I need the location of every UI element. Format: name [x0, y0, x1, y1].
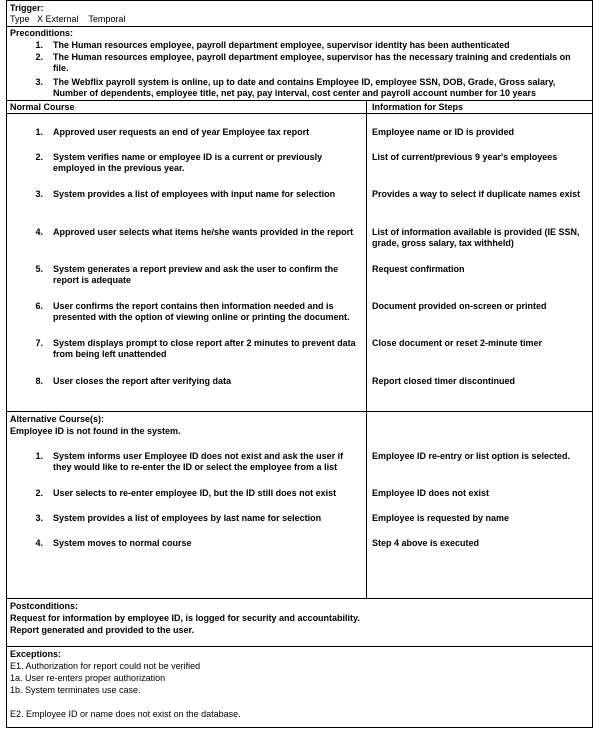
divider [7, 100, 592, 101]
preconditions-label: Preconditions: [10, 28, 74, 38]
step-info: Report closed timer discontinued [372, 376, 516, 386]
use-case-document [6, 0, 593, 728]
precondition-number: 3. [35, 77, 43, 87]
step-info: Employee name or ID is provided [372, 127, 515, 137]
exception-line: E1. Authorization for report could not be verified [10, 661, 201, 671]
postcondition-line: Report generated and provided to the user. [10, 625, 195, 635]
precondition-number: 2. [35, 52, 43, 62]
alt-step-text: System provides a list of employees by last name for selection [53, 513, 322, 523]
step-info: Close document or reset 2-minute timer [372, 338, 543, 348]
precondition-number: 1. [35, 40, 43, 50]
divider [7, 26, 592, 27]
step-info: List of current/previous 9 year's employees [372, 152, 558, 162]
alternative-course-condition: Employee ID is not found in the system. [10, 426, 181, 436]
alt-step-number: 4. [35, 538, 43, 548]
step-info: List of information available is provided (IE SSN, grade, gross salary, tax withheld) [372, 227, 580, 248]
exception-line: 1b. System terminates use case. [10, 685, 141, 695]
step-number: 8. [35, 376, 43, 386]
step-text: User confirms the report contains then information needed and is presented with the option of viewing online or printing the document. [53, 301, 350, 322]
alt-step-info: Employee is requested by name [372, 513, 510, 523]
alt-step-number: 1. [35, 451, 43, 461]
alt-step-text: System informs user Employee ID does not exist and ask the user if they would like to re-enter the ID or select the employee from a list [53, 451, 344, 472]
alt-step-info: Employee ID re-entry or list option is selected. [372, 451, 571, 461]
step-number: 6. [35, 301, 43, 311]
alternative-course-label: Alternative Course(s): [10, 414, 105, 424]
step-text: Approved user selects what items he/she wants provided in the report [53, 227, 354, 237]
precondition-text: The Webflix payroll system is online, up to date and contains Employee ID, employee SSN, DOB, Grade, Gross salary, Number of dependents, employee title, net pay, pay interval, cost center and payroll account number for 10 years [53, 77, 556, 98]
step-number: 2. [35, 152, 43, 162]
exception-line: E2. Employee ID or name does not exist on the database. [10, 709, 241, 719]
step-text: System verifies name or employee ID is a current or previously employed in the previous year. [53, 152, 323, 173]
divider [7, 113, 592, 114]
step-info: Document provided on-screen or printed [372, 301, 547, 311]
divider [7, 646, 592, 647]
precondition-text: The Human resources employee, payroll department employee, supervisor identity has been authenticated [53, 40, 510, 50]
alt-step-number: 3. [35, 513, 43, 523]
trigger-label: Trigger: [10, 3, 44, 13]
step-text: System generates a report preview and ask the user to confirm the report is adequate [53, 264, 339, 285]
step-text: System displays prompt to close report after 2 minutes to prevent data from being left unattended [53, 338, 356, 359]
exception-line: 1a. User re-enters proper authorization [10, 673, 166, 683]
divider [7, 598, 592, 599]
information-header: Information for Steps [372, 102, 464, 112]
step-text: Approved user requests an end of year Employee tax report [53, 127, 310, 137]
step-info: Provides a way to select if duplicate names exist [372, 189, 581, 199]
step-number: 4. [35, 227, 43, 237]
postcondition-line: Request for information by employee ID, is logged for security and accountability. [10, 613, 360, 623]
precondition-text: The Human resources employee, payroll department employee, supervisor has the necessary training and credentials on file. [53, 52, 571, 73]
step-number: 3. [35, 189, 43, 199]
step-text: User closes the report after verifying data [53, 376, 232, 386]
exceptions-label: Exceptions: [10, 649, 62, 659]
step-number: 5. [35, 264, 43, 274]
divider [7, 411, 592, 412]
column-divider [366, 100, 367, 598]
trigger-type-line: Type X External Temporal [10, 14, 126, 24]
normal-course-header: Normal Course [10, 102, 75, 112]
alt-step-number: 2. [35, 488, 43, 498]
alt-step-text: System moves to normal course [53, 538, 192, 548]
alt-step-info: Step 4 above is executed [372, 538, 480, 548]
alt-step-text: User selects to re-enter employee ID, but the ID still does not exist [53, 488, 337, 498]
step-number: 7. [35, 338, 43, 348]
step-number: 1. [35, 127, 43, 137]
step-info: Request confirmation [372, 264, 465, 274]
step-text: System provides a list of employees with input name for selection [53, 189, 336, 199]
postconditions-label: Postconditions: [10, 601, 78, 611]
alt-step-info: Employee ID does not exist [372, 488, 490, 498]
